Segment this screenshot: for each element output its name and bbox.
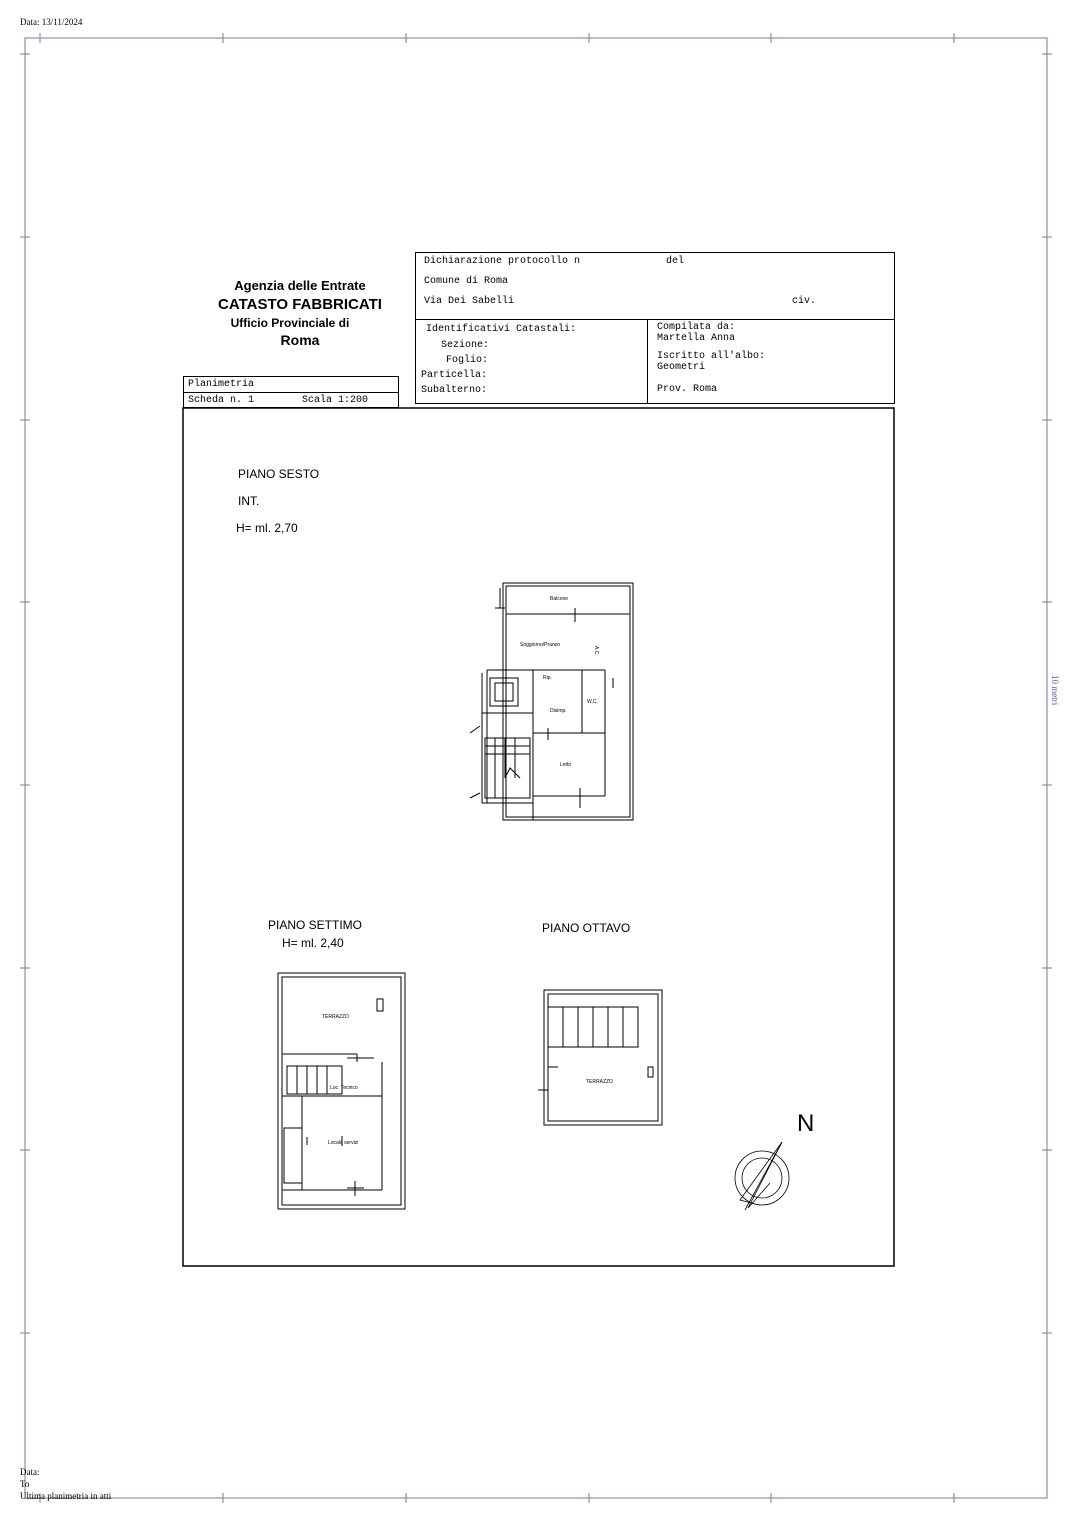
protocollo-label: Dichiarazione protocollo n xyxy=(424,256,581,267)
scala-value: Scala 1:200 xyxy=(302,395,369,406)
particella-label: Particella: xyxy=(421,370,488,381)
room-wc: W.C. xyxy=(587,699,598,705)
room-terrazzo-7: TERRAZZO xyxy=(322,1014,349,1020)
albo-value: Geometri xyxy=(657,362,706,373)
compilata-label: Compilata da: xyxy=(657,322,736,333)
piano-settimo-plan xyxy=(262,966,412,1216)
catasto-title: CATASTO FABBRICATI xyxy=(218,296,382,313)
scheda-box xyxy=(183,376,399,408)
ufficio-city: Roma xyxy=(280,332,320,348)
agency-block xyxy=(190,278,410,348)
room-loc-tecnico: Loc. Tecnico xyxy=(330,1085,358,1091)
albo-label: Iscritto all'albo: xyxy=(657,351,766,362)
planimetria-label: Planimetria xyxy=(188,379,255,390)
dichiarazione-box xyxy=(415,252,895,404)
footer-ultima: Ultima planimetria in atti xyxy=(20,1491,112,1501)
piano-settimo-title: PIANO SETTIMO xyxy=(268,918,363,932)
room-ac: A.C. xyxy=(593,646,599,656)
civ-label: civ. xyxy=(792,296,817,307)
print-date: Data: 13/11/2024 xyxy=(20,17,83,27)
footer-to: To xyxy=(20,1479,30,1489)
sezione-label: Sezione: xyxy=(441,340,490,351)
piano-sesto-height: H= ml. 2,70 xyxy=(236,521,298,535)
room-locale-servizi: Locale servizi xyxy=(328,1140,359,1146)
scale-label: 10 metri xyxy=(1050,675,1060,706)
agency-name: Agenzia delle Entrate xyxy=(234,278,366,293)
piano-settimo-height: H= ml. 2,40 xyxy=(282,936,344,950)
del-label: del xyxy=(666,256,685,267)
footer-data: Data: xyxy=(20,1467,40,1477)
prov-label: Prov. Roma xyxy=(657,384,718,395)
identificativi-title: Identificativi Catastali: xyxy=(426,324,577,335)
subalterno-label: Subalterno: xyxy=(421,385,488,396)
foglio-label: Foglio: xyxy=(446,355,489,366)
via-label: Via Dei Sabelli xyxy=(424,296,515,307)
piano-ottavo-plan xyxy=(528,985,668,1135)
piano-sesto-int: INT. xyxy=(238,494,260,508)
piano-sesto-title: PIANO SESTO xyxy=(238,467,320,481)
room-terrazzo-8: TERRAZZO xyxy=(586,1079,613,1085)
room-soggiorno: Soggiorno/Pranzo xyxy=(520,642,561,648)
footer-block xyxy=(20,1466,111,1502)
room-letto: Letto xyxy=(560,762,572,768)
room-balcone: Balcone xyxy=(550,596,569,602)
north-arrow-icon xyxy=(730,1138,805,1218)
comune-label: Comune di Roma xyxy=(424,276,509,287)
compilata-name: Martella Anna xyxy=(657,333,736,344)
north-label: N xyxy=(797,1110,815,1137)
room-rip: Rip. xyxy=(543,675,552,681)
ufficio-label: Ufficio Provinciale di xyxy=(230,316,350,330)
scheda-number: Scheda n. 1 xyxy=(188,395,255,406)
piano-ottavo-title: PIANO OTTAVO xyxy=(542,921,631,935)
piano-sesto-plan xyxy=(465,578,640,823)
room-disimp: Disimp. xyxy=(550,708,567,714)
